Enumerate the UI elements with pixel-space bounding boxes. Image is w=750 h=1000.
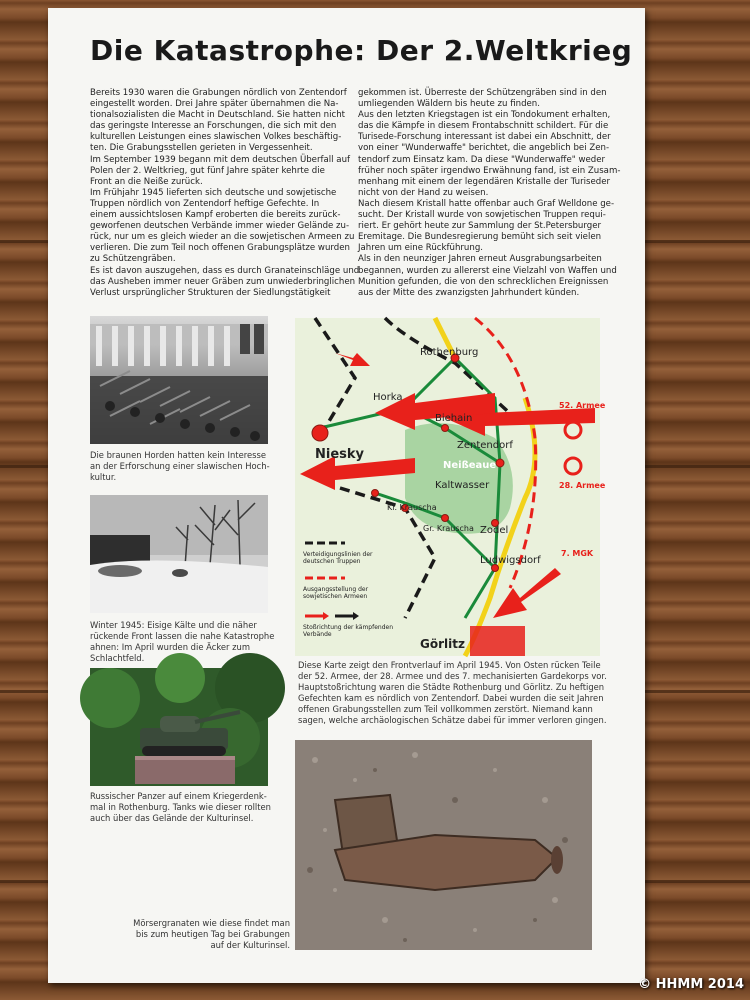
body-text-line: umliegenden Wäldern bis heute zu finden. bbox=[358, 99, 540, 110]
army-label: 28. Armee bbox=[559, 481, 606, 490]
caption-line: offenen Grabungsstellen zum Teil vollkommen zerstört. Niemand kann bbox=[298, 704, 593, 714]
photo-tank-memorial bbox=[90, 668, 268, 786]
body-text-line: rück, nur um es gleich wieder an die sowjetischen Armeen zu bbox=[90, 232, 355, 243]
body-text-line: tionalsozialisten die Macht in Deutschland. Sie hatten nicht bbox=[90, 110, 346, 121]
text-column-right bbox=[358, 88, 620, 299]
body-text-line: aus der Mitte des zwanzigsten Jahrhundert künden. bbox=[358, 287, 580, 298]
body-text-line: Front an die Neiße zurück. bbox=[90, 176, 203, 187]
caption-line: auf der Kulturinsel. bbox=[210, 940, 290, 950]
body-text-line: begannen, wurden zu allererst eine Vielzahl von Waffen und bbox=[358, 265, 617, 276]
caption-line: ahnen: Im April wurden die Äcker zum bbox=[90, 642, 250, 652]
caption-line: auch über das Gelände der Kulturinsel. bbox=[90, 813, 254, 823]
body-text-line: Es ist davon auszugehen, dass es durch Granateinschläge und bbox=[90, 265, 360, 276]
body-text-line: nicht von der Hand zu weisen. bbox=[358, 187, 489, 198]
body-text-line: ten. Die Grabungsstellen gerieten in Vergessenheit. bbox=[90, 143, 313, 154]
body-text-line: Eremitage. Die Bundesregierung bemüht sich seit vielen bbox=[358, 232, 602, 243]
caption-line: an der Erforschung einer slawischen Hoch- bbox=[90, 461, 270, 471]
caption-photo-rally bbox=[90, 450, 270, 483]
legend-text: Stoßrichtung der kämpfenden bbox=[303, 624, 394, 631]
front-line-map bbox=[295, 318, 606, 656]
caption-line: Die braunen Horden hatten kein Interesse bbox=[90, 450, 267, 460]
map-label: Gr. Krauscha bbox=[423, 524, 474, 533]
body-text-line: Polen der 2. Weltkrieg, gut fünf Jahre später kehrte die bbox=[90, 165, 325, 176]
map-label: Horka bbox=[373, 392, 403, 403]
body-text-line: Im Frühjahr 1945 lieferten sich deutsche und sowjetische bbox=[90, 187, 337, 198]
map-label: Kaltwasser bbox=[435, 480, 490, 491]
caption-line: Diese Karte zeigt den Frontverlauf im April 1945. Von Osten rücken Teile bbox=[298, 660, 601, 670]
caption-photo-tank bbox=[90, 791, 271, 824]
map-label: Zodel bbox=[480, 525, 509, 536]
body-text-line: Verlust ursprünglicher Strukturen der Siedlungstätigkeit bbox=[90, 287, 331, 298]
caption-line: Hauptstoßrichtung waren die Städte Rothenburg und Görlitz. Zu heftigen bbox=[298, 682, 605, 692]
map-label: Kl. Krauscha bbox=[387, 503, 437, 512]
map-label: Ludwigsdorf bbox=[480, 555, 541, 566]
caption-line: Schlachtfeld. bbox=[90, 653, 145, 663]
caption-line: kultur. bbox=[90, 472, 117, 482]
legend-text: Verbände bbox=[303, 631, 332, 638]
body-text-line: kulturellen Leistungen eines slawischen Volkes beschäftig- bbox=[90, 132, 342, 143]
body-text-line: das die Kämpfe in diesem Frontabschnitt schildert. Für die bbox=[358, 121, 609, 132]
body-text-line: verlieren. Die zum Teil noch offenen Grabungsplätze wurden bbox=[90, 243, 350, 254]
caption-line: sagen, welche archäologischen Schätze dabei für immer verloren gingen. bbox=[298, 715, 607, 725]
caption-line: rückende Front lassen die nahe Katastrophe bbox=[90, 631, 275, 641]
body-text-line: menhang mit einem der legendären Kristalle der Turiseder bbox=[358, 176, 611, 187]
caption-line: Winter 1945: Eisige Kälte und die näher bbox=[90, 620, 257, 630]
map-label: Niesky bbox=[315, 447, 365, 462]
board-title: Die Katastrophe: Der 2.Weltkrieg bbox=[90, 34, 633, 67]
body-text-line: sucht. Der Kristall wurde von sowjetischen Truppen requi- bbox=[358, 210, 606, 221]
body-text-line: Munition gefunden, die von den schrecklichen Ereignissen bbox=[358, 276, 609, 287]
photo-mortar-grenade bbox=[295, 740, 592, 950]
body-text-line: einem aussichtslosen Kampf eroberten die bereits zurück- bbox=[90, 210, 341, 221]
body-text-line: Jahren um eine Rückführung. bbox=[358, 243, 484, 254]
body-text-line: zu Schützengräben. bbox=[90, 254, 176, 265]
body-text-line: Truppen nördlich von Zentendorf heftige Gefechte. In bbox=[90, 198, 320, 209]
text-column-left bbox=[90, 88, 359, 299]
body-text-line: Aus den letzten Kriegstagen ist ein Tondokument erhalten, bbox=[358, 110, 611, 121]
legend-text: deutschen Truppen bbox=[303, 558, 361, 565]
body-text-line: das Ausheben immer neuer Gräben zum unwiederbringlichen bbox=[90, 276, 356, 287]
body-text-line: das geringste Interesse an Forschungen, die sich mit den bbox=[90, 121, 337, 132]
body-text-line: tendorf zum Einsatz kam. Da diese "Wunderwaffe" weder bbox=[358, 154, 606, 165]
caption-photo-grenade bbox=[120, 918, 290, 951]
body-text-line: Im September 1939 begann mit dem deutschen Überfall auf bbox=[90, 154, 351, 165]
legend-text: Ausgangsstellung der bbox=[303, 586, 369, 593]
legend-text: sowjetischen Armeen bbox=[303, 593, 368, 600]
body-text-line: geworfenen deutschen Verbände immer wieder Gelände zu- bbox=[90, 221, 350, 232]
map-label: Biehain bbox=[435, 413, 473, 424]
legend-text: Verteidigungslinien der bbox=[303, 551, 373, 558]
caption-line: Gefechten kam es nördlich von Zentendorf. Dabei wurden die seit Jahren bbox=[298, 693, 604, 703]
body-text-line: Als in den neunziger Jahren erneut Ausgrabungsarbeiten bbox=[358, 254, 602, 265]
caption-line: Mörsergranaten wie diese findet man bbox=[133, 918, 290, 928]
map-label: Rothenburg bbox=[420, 347, 479, 358]
photo-nazi-rally bbox=[90, 316, 268, 444]
caption-line: bis zum heutigen Tag bei Grabungen bbox=[135, 929, 290, 939]
caption-map bbox=[298, 660, 607, 726]
body-text-line: früher noch später irgendwo Erwähnung fand, ist ein Zusam- bbox=[358, 165, 621, 176]
body-text-line: Nach diesem Kristall hatte offenbar auch Graf Welldone ge- bbox=[358, 198, 615, 209]
body-text-line: Turisede-Forschung interessant ist dabei ein Abschnitt, der bbox=[358, 132, 611, 143]
photo-winter-1945 bbox=[90, 495, 268, 613]
body-text-line: von einer "Wunderwaffe" berichtet, die angeblich bei Zen- bbox=[358, 143, 610, 154]
body-text-line: gekommen ist. Überreste der Schützengräben sind in den bbox=[358, 88, 607, 98]
army-label: 52. Armee bbox=[559, 401, 606, 410]
map-label: Zentendorf bbox=[457, 440, 513, 451]
body-text-line: riert. Er gehört heute zur Sammlung der St.Petersburger bbox=[358, 221, 602, 232]
goerlitz-area bbox=[470, 626, 525, 656]
body-text-line: eingestellt worden. Drei Jahre später übernahmen die Na- bbox=[90, 99, 339, 110]
information-board bbox=[48, 8, 645, 983]
map-label: Görlitz bbox=[420, 637, 465, 651]
caption-line: mal in Rothenburg. Tanks wie dieser rollten bbox=[90, 802, 271, 812]
copyright-watermark: © HHMM 2014 bbox=[638, 977, 744, 992]
map-label: Neißeaue bbox=[443, 460, 497, 471]
army-label: 7. MGK bbox=[561, 549, 594, 558]
body-text-line: Bereits 1930 waren die Grabungen nördlich von Zentendorf bbox=[90, 88, 347, 98]
caption-line: der 52. Armee, der 28. Armee und des 7. mechanisierten Gardekorps vor. bbox=[298, 671, 607, 681]
caption-line: Russischer Panzer auf einem Kriegerdenk- bbox=[90, 791, 267, 801]
